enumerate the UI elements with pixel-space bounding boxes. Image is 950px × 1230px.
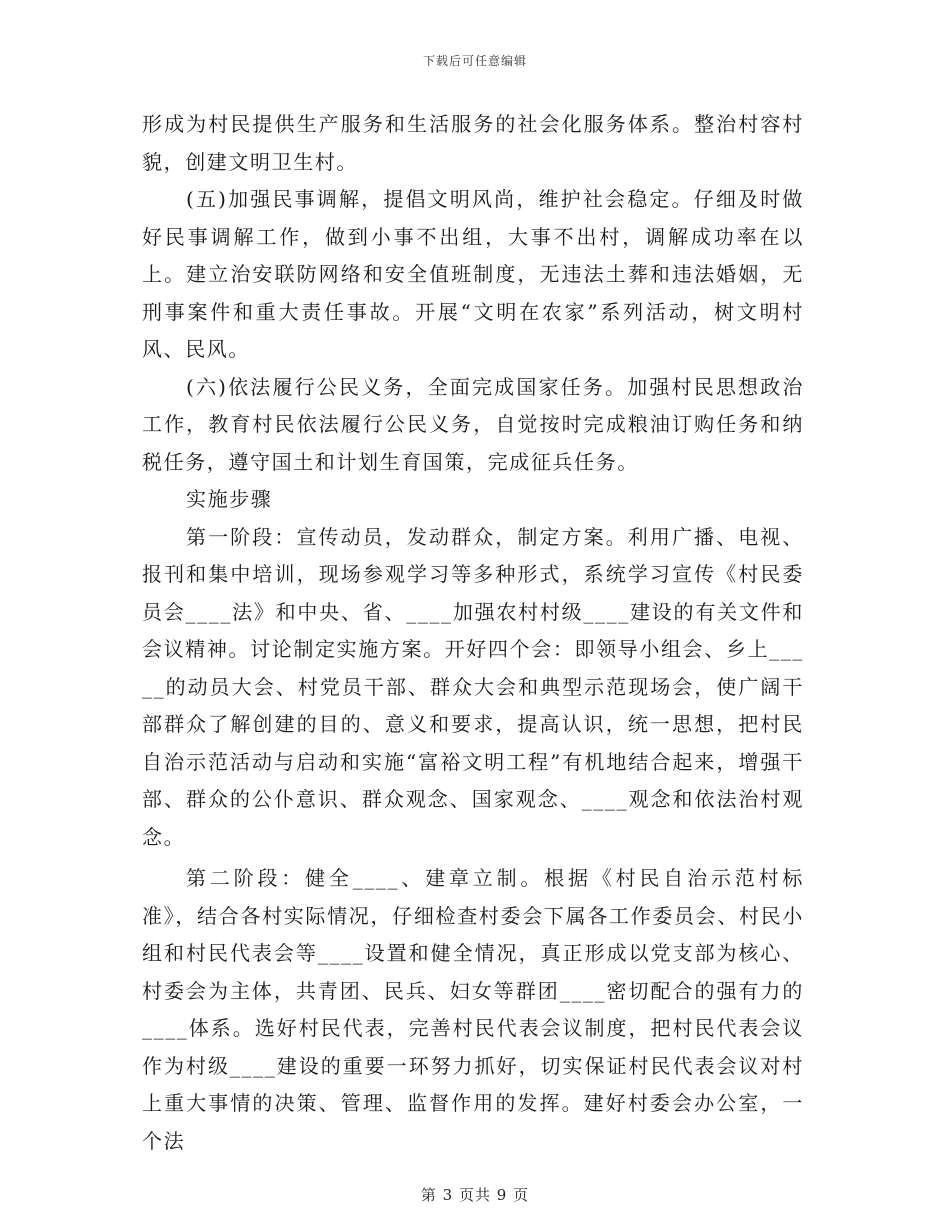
paragraph-stage-2: 第二阶段：健全____、建章立制。根据《村民自治示范村标准》，结合各村实际情况，仔细检查村委会下属各工作委员会、村民小组和村民代表会等____设置和健全情况，真正形成以党支部为核心、村委会为主体，共青团、民兵、妇女等群团____密切配合的强有力的____体系。选好村民代表，完善村民代表会议制度，把村民代表会议作为村级____建设的重要一环努力抓好，切实保证村民代表会议对村上重大事情的决策、管理、监督作用的发挥。建好村委会办公室，一个法 xyxy=(142,866,804,1153)
section-heading-implementation-steps: 实施步骤 xyxy=(186,487,273,511)
page-header: 下载后可任意编辑 xyxy=(422,54,527,68)
page-footer: 第 3 页共 9 页 xyxy=(420,1186,530,1204)
paragraph-continuation: 形成为村民提供生产服务和生活服务的社会化服务体系。整治村容村貌，创建文明卫生村。 xyxy=(142,112,804,174)
paragraph-section-6: (六)依法履行公民义务，全面完成国家任务。加强村民思想政治工作，教育村民依法履行公民义务，自觉按时完成粮油订购任务和纳税任务，遵守国土和计划生育国策，完成征兵任务。 xyxy=(142,374,804,474)
document-body xyxy=(142,106,804,1160)
paragraph-section-5: (五)加强民事调解，提倡文明风尚，维护社会稳定。仔细及时做好民事调解工作，做到小事不出组，大事不出村，调解成功率在以上。建立治安联防网络和安全值班制度，无违法土葬和违法婚姻，无刑事案件和重大责任事故。开展“文明在农家”系列活动，树文明村风、民风。 xyxy=(142,187,804,361)
paragraph-stage-1: 第一阶段：宣传动员，发动群众，制定方案。利用广播、电视、报刊和集中培训，现场参观学习等多种形式，系统学习宣传《村民委员会____法》和中央、省、____加强农村村级____建设的有关文件和会议精神。讨论制定实施方案。开好四个会：即领导小组会、乡上_____的动员大会、村党员干部、群众大会和典型示范现场会，使广阔干部群众了解创建的目的、意义和要求，提高认识，统一思想，把村民自治示范活动与启动和实施“富裕文明工程”有机地结合起来，增强干部、群众的公仆意识、群众观念、国家观念、____观念和依法治村观念。 xyxy=(142,524,804,849)
